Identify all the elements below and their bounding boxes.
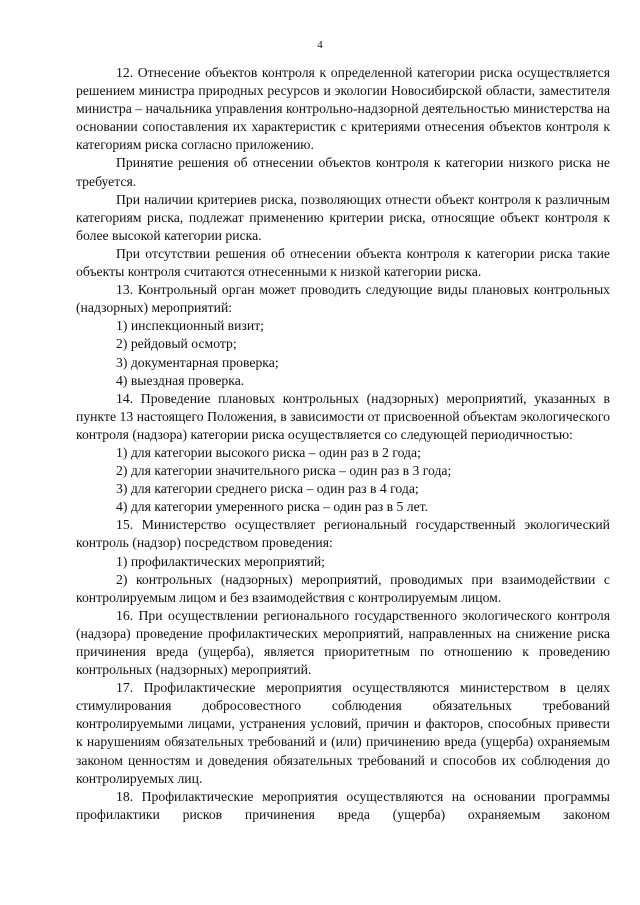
paragraph-low-risk-decision: Принятие решения об отнесении объектов контроля к категории низкого риска не требуется. [76,155,610,189]
list-item-moderate-risk: 4) для категории умеренного риска – один раз в 5 лет. [116,499,429,515]
page-number: 4 [317,39,323,51]
list-item-raid-inspection: 2) рейдовый осмотр; [116,336,237,352]
list-item-inspection-visit: 1) инспекционный визит; [116,318,264,334]
paragraph-17-preventive-goals: 17. Профилактические мероприятия осуществляются министерством в целях стимулирования добросовестного соблюдения обязательных требований контролируемыми лицами, устранения условий, причин и факторов, способных привести к нарушениям обязательных требований и (или) причинению вреда (ущерба) охраняемым законом ценностям и доведения обязательных требований и способов их соблюдения до контролируемых лиц. [76,680,610,786]
list-item-high-risk: 1) для категории высокого риска – один раз в 2 года; [116,444,421,460]
list-item-field-check: 4) выездная проверка. [116,372,245,388]
paragraph-13-planned-activities: 13. Контрольный орган может проводить следующие виды плановых контрольных (надзорных) мероприятий: [76,282,610,316]
paragraph-16-priority: 16. При осуществлении регионального государственного экологического контроля (надзора) проведение профилактических мероприятий, направленных на снижение риска причинения вреда (ущерба), является приоритетным по отношению к проведению контрольных (надзорных) мероприятий. [76,607,610,678]
list-item-significant-risk: 2) для категории значительного риска – один раз в 3 года; [116,463,452,479]
paragraph-multiple-criteria: При наличии критериев риска, позволяющих отнести объект контроля к различным категориям риска, подлежат применению критерии риска, относящие объект контроля к более высокой категории риска. [76,191,610,243]
document-body [76,64,610,824]
list-item-control-measures: 2) контрольных (надзорных) мероприятий, проводимых при взаимодействии с контролируемым лицом и без взаимодействия с контролируемым лицом. [76,571,610,605]
list-item-preventive-measures: 1) профилактических мероприятий; [116,553,325,569]
paragraph-15-control-means: 15. Министерство осуществляет региональный государственный экологический контроль (надзор) посредством проведения: [76,517,610,551]
paragraph-18-prevention-program: 18. Профилактические мероприятия осуществляются на основании программы профилактики рисков причинения вреда (ущерба) охраняемым законом [76,788,610,822]
paragraph-no-decision: При отсутствии решения об отнесении объекта контроля к категории риска такие объекты контроля считаются отнесенными к низкой категории риска. [76,245,610,280]
list-item-documentary-check: 3) документарная проверка; [116,354,279,370]
paragraph-12-risk-assignment: 12. Отнесение объектов контроля к определенной категории риска осуществляется решением министра природных ресурсов и экологии Новосибирской области, заместителя министра – начальника управления контрольно-надзорной деятельностью министерства на основании сопоставления их характеристик с критериями отнесения объектов контроля к категориям риска согласно приложению. [76,65,610,153]
paragraph-14-periodicity: 14. Проведение плановых контрольных (надзорных) мероприятий, указанных в пункте 13 настоящего Положения, в зависимости от присвоенной объектам экологического контроля (надзора) категории риска осуществляется со следующей периодичностью: [76,390,610,442]
list-item-medium-risk: 3) для категории среднего риска – один раз в 4 года; [116,481,419,497]
